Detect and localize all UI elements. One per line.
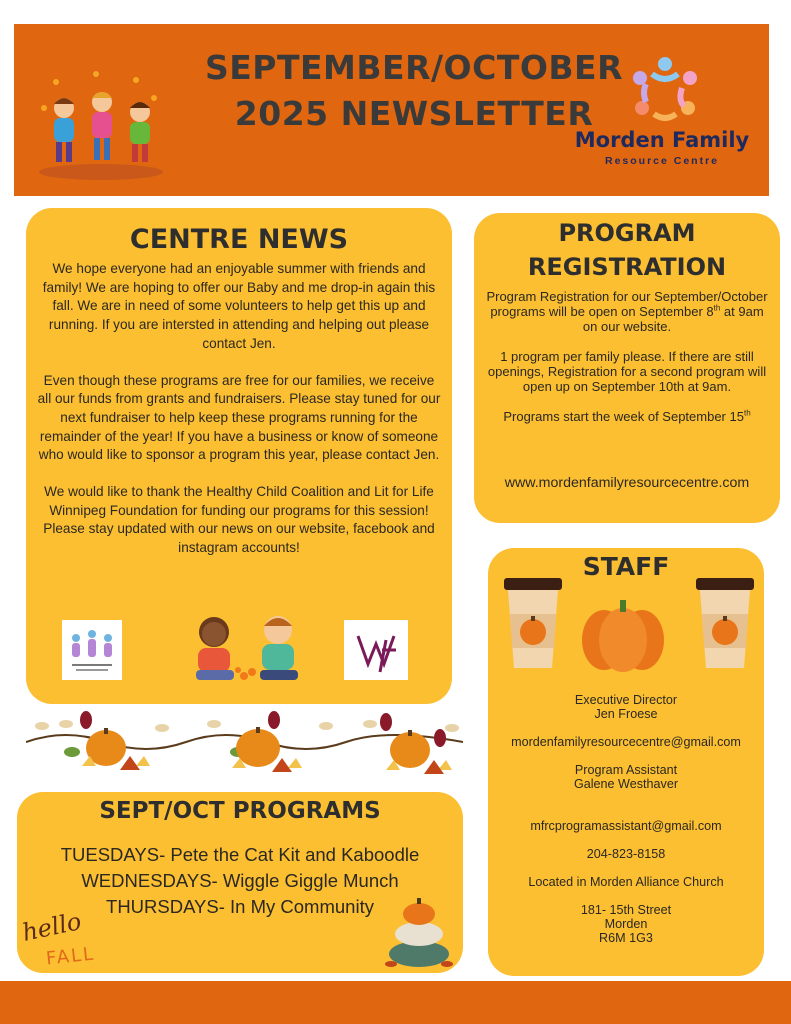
pumpkin-stack-icon (381, 894, 457, 970)
program-item: THURSDAYS- In My Community (106, 896, 374, 917)
pumpkin-icon (580, 596, 666, 674)
fall-script: FALL (45, 943, 97, 970)
autumn-leaf-garland (26, 708, 463, 790)
program-registration-body (484, 289, 770, 424)
hello-script: hello (19, 907, 84, 947)
staff-panel (488, 548, 764, 976)
coffee-cup-pumpkin-icon (502, 578, 564, 670)
kids-playing-illustration (182, 612, 316, 686)
kids-playing-leaves-illustration (36, 68, 166, 180)
program-registration-title-line2: REGISTRATION (527, 253, 727, 281)
program-item: WEDNESDAYS- Wiggle Giggle Munch (81, 870, 399, 891)
centre-news-paragraph: We would like to thank the Healthy Child Coalition and Lit for Life Winnipeg Foundation for funding our programs for this session! (44, 484, 434, 518)
staff-title: STAFF (582, 552, 670, 581)
wf-foundation-logo (344, 620, 408, 680)
address-line: 181- 15th Street (580, 903, 672, 917)
staff-email[interactable]: mfrcprogramassistant@gmail.com (530, 819, 722, 833)
program-registration-title-line1: PROGRAM (558, 219, 696, 247)
newsletter-title-line1: SEPTEMBER/OCTOBER (205, 48, 623, 87)
healthy-child-coalition-logo (62, 620, 122, 680)
program-registration-panel (474, 213, 780, 523)
registration-second-program-text: 1 program per family please. If there are still openings, Registration for a second program will open up on September 10th at 9am. (487, 349, 767, 394)
centre-news-title: CENTRE NEWS (129, 224, 349, 255)
programs-start-text: Programs start the week of September 15th (503, 408, 751, 424)
staff-name: Jen Froese (594, 707, 658, 721)
staff-email[interactable]: mordenfamilyresourcecentre@gmail.com (511, 735, 741, 749)
logo-subtitle: Resource Centre (604, 155, 720, 167)
staff-role: Executive Director (574, 693, 678, 707)
location-text: Located in Morden Alliance Church (528, 875, 724, 889)
footer-bar (0, 981, 791, 1024)
newsletter-title-line2: 2025 NEWSLETTER (234, 94, 594, 133)
coffee-cup-pumpkin-icon (694, 578, 756, 670)
address-line: Morden (604, 917, 648, 931)
staff-name: Galene Westhaver (573, 777, 679, 791)
header-banner (14, 24, 769, 196)
family-logo-icon (628, 54, 702, 126)
website-link[interactable]: www.mordenfamilyresourcecentre.com (504, 475, 750, 491)
centre-news-paragraph: We hope everyone had an enjoyable summer with friends and family! We are hoping to offer our Baby and me drop-in again this fall. We are in need of some volunteers to help get this up and running. If you are intersted in attending and helping out please contact Jen. (42, 261, 436, 351)
program-item: TUESDAYS- Pete the Cat Kit and Kaboodle (60, 844, 420, 865)
centre-news-paragraph: Please stay updated with our news on our website, facebook and instagram accounts! (43, 521, 435, 556)
registration-open-text: Program Registration for our September/October programs will be open on September 8th at 9am on our website. (486, 289, 768, 334)
staff-body (492, 693, 760, 945)
centre-news-body (36, 260, 442, 558)
phone-number: 204-823-8158 (586, 847, 666, 861)
centre-news-paragraph: Even though these programs are free for our families, we receive all our funds from grants and fundraisers. Please stay tuned for our next fundraiser to help keep these programs running for the remainder of the year! If you have a business or know of someone who would like to sponsor a program this year, please contact Jen. (37, 372, 441, 463)
logo-name: Morden Family (574, 128, 750, 152)
address-line: R6M 1G3 (599, 931, 653, 945)
staff-role: Program Assistant (574, 763, 678, 777)
programs-title: SEPT/OCT PROGRAMS (99, 798, 381, 824)
centre-news-panel (26, 208, 452, 704)
